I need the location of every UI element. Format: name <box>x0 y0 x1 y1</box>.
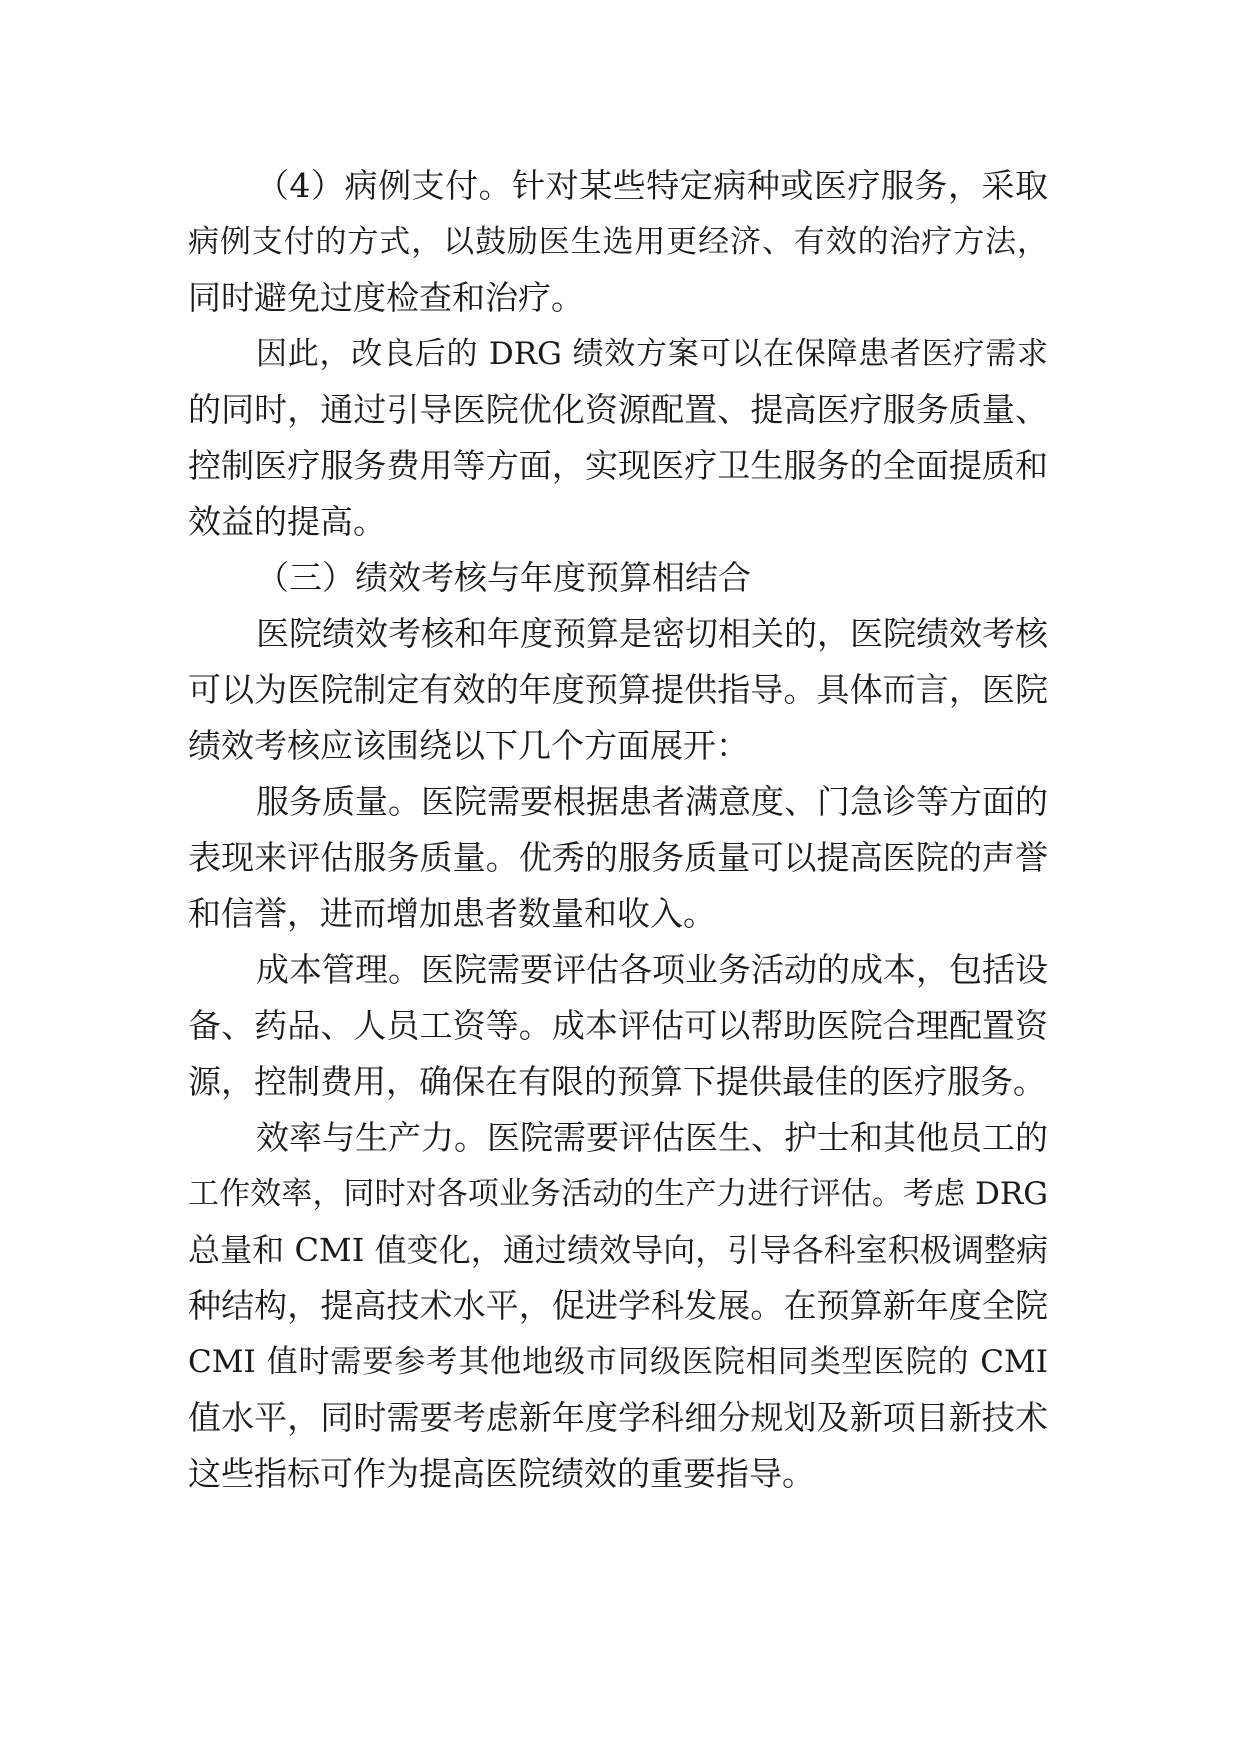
paragraph-service-quality-line-3: 和信誉，进而增加患者数量和收入。 <box>188 894 716 933</box>
paragraph-conclusion-line-4: 效益的提高。 <box>188 502 386 541</box>
paragraph-cost-management-line-3: 源，控制费用，确保在有限的预算下提供最佳的医疗服务。 <box>188 1062 1046 1101</box>
paragraph-cost-management-line-2: 备、药品、人员工资等。成本评估可以帮助医院合理配置资 <box>188 1006 1048 1045</box>
paragraph-conclusion-line-2: 的同时，通过引导医院优化资源配置、提高医疗服务质量、 <box>188 390 1048 429</box>
paragraph-efficiency-line-2: 工作效率，同时对各项业务活动的生产力进行评估。考虑 DRG <box>188 1176 1048 1212</box>
paragraph-service-quality-line-2: 表现来评估服务质量。优秀的服务质量可以提高医院的声誉 <box>188 838 1048 877</box>
paragraph-efficiency-line-4: 种结构，提高技术水平，促进学科发展。在预算新年度全院 <box>188 1286 1048 1325</box>
paragraph-intro-line-3: 绩效考核应该围绕以下几个方面展开： <box>188 726 749 765</box>
paragraph-efficiency-line-7: 这些指标可作为提高医院绩效的重要指导。 <box>188 1454 815 1493</box>
paragraph-efficiency-line-3: 总量和 CMI 值变化，通过绩效导向，引导各科室积极调整病 <box>188 1231 1048 1269</box>
paragraph-case-payment-line-2: 病例支付的方式，以鼓励医生选用更经济、有效的治疗方法， <box>188 224 1048 260</box>
paragraph-conclusion-line-1: 因此，改良后的 DRG 绩效方案可以在保障患者医疗需求 <box>256 336 1048 372</box>
section-heading: （三）绩效考核与年度预算相结合 <box>256 558 751 597</box>
paragraph-efficiency-line-6: 值水平，同时需要考虑新年度学科细分规划及新项目新技术 <box>188 1398 1048 1437</box>
paragraph-case-payment-line-1: （4）病例支付。针对某些特定病种或医疗服务，采取 <box>256 166 1048 205</box>
paragraph-service-quality-line-1: 服务质量。医院需要根据患者满意度、门急诊等方面的 <box>256 782 1048 821</box>
paragraph-cost-management-line-1: 成本管理。医院需要评估各项业务活动的成本，包括设 <box>256 950 1048 989</box>
paragraph-efficiency-line-5: CMI 值时需要参考其他地级市同级医院相同类型医院的 CMI <box>188 1344 1048 1380</box>
paragraph-case-payment-line-3: 同时避免过度检查和治疗。 <box>188 278 584 317</box>
paragraph-intro-line-1: 医院绩效考核和年度预算是密切相关的，医院绩效考核 <box>256 614 1048 653</box>
paragraph-efficiency-line-1: 效率与生产力。医院需要评估医生、护士和其他员工的 <box>256 1118 1048 1157</box>
paragraph-intro-line-2: 可以为医院制定有效的年度预算提供指导。具体而言，医院 <box>188 670 1048 709</box>
paragraph-conclusion-line-3: 控制医疗服务费用等方面，实现医疗卫生服务的全面提质和 <box>188 446 1048 485</box>
